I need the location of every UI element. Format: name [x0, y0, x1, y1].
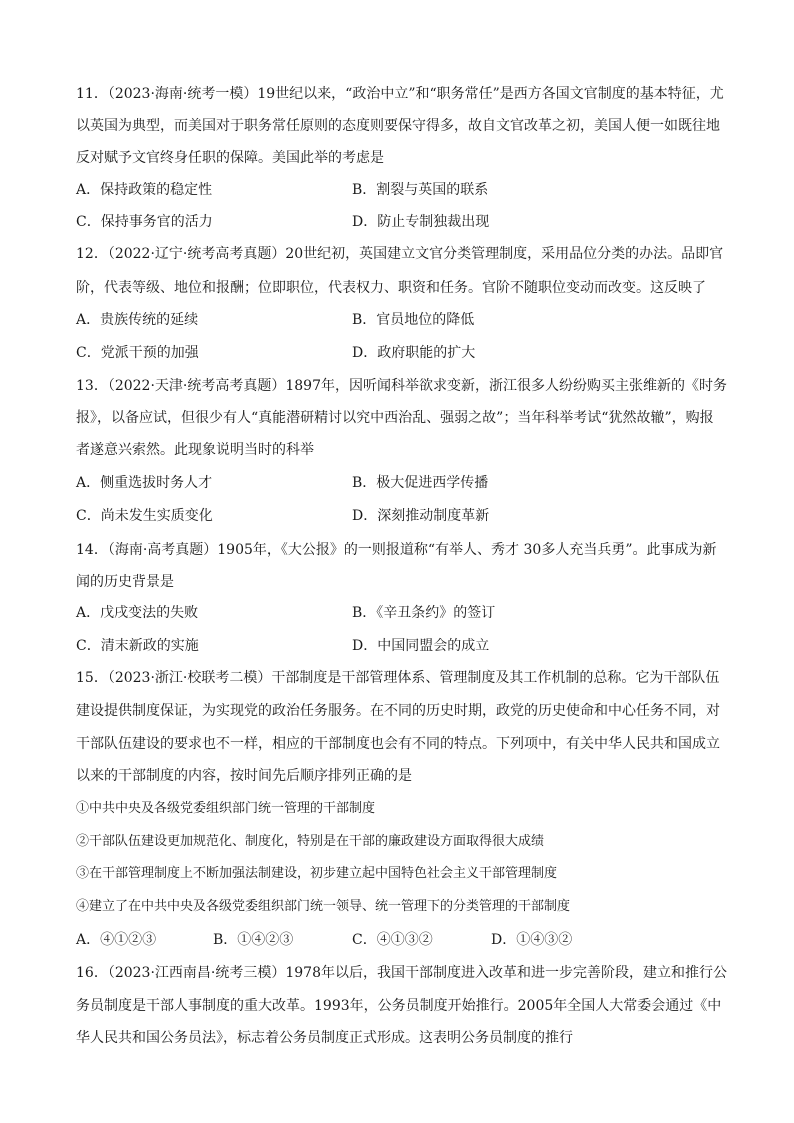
- question-text-line: 以来的干部制度的内容，按时间先后顺序排列正确的是: [76, 768, 412, 784]
- question-text-line: 阶，代表等级、地位和报酬；位即职位，代表权力、职资和任务。官阶不随职位变动而改变。这反映了: [76, 280, 706, 296]
- option-c[interactable]: C．尚未发生实质变化: [76, 508, 213, 524]
- question-text-line: 者遂意兴索然。此现象说明当时的科举: [76, 442, 314, 458]
- option-c[interactable]: C．党派干预的加强: [76, 345, 199, 361]
- statement-1: ①中共中央及各级党委组织部门统一管理的干部制度: [76, 801, 376, 816]
- question-text-line: 15．（2023·浙江·校联考二模）干部制度是干部管理体系、管理制度及其工作机制的总称。它为干部队伍: [76, 670, 720, 686]
- question-text-line: 13．（2022·天津·统考高考真题）1897年，因听闻科举欲求变新，浙江很多人纷纷购买主张维新的《时务: [76, 378, 727, 394]
- option-c[interactable]: C．④①③②: [352, 932, 433, 948]
- question-text-line: 干部队伍建设的要求也不一样，相应的干部制度也会有不同的特点。下列项中，有关中华人民共和国成立: [76, 736, 720, 752]
- question-text-line: 报》，以备应试，但很少有人“真能潜研精讨以究中西治乱、强弱之故”；当年科举考试“犹然故辙”，购报: [76, 410, 714, 426]
- question-text-line: 12．（2022·辽宁·统考高考真题）20世纪初，英国建立文官分类管理制度，采用品位分类的办法。品即官: [76, 246, 724, 262]
- statement-4: ④建立了在中共中央及各级党委组织部门统一领导、统一管理下的分类管理的干部制度: [76, 899, 571, 914]
- option-b[interactable]: B．官员地位的降低: [352, 312, 475, 328]
- option-c[interactable]: C．清末新政的实施: [76, 638, 199, 654]
- option-a[interactable]: A．④①②③: [76, 932, 157, 948]
- question-text-line: 反对赋予文官终身任职的保障。美国此举的考虑是: [76, 150, 384, 166]
- option-d[interactable]: D．①④③②: [491, 932, 573, 948]
- question-text-line: 16．（2023·江西南昌·统考三模）1978年以后，我国干部制度进入改革和进一步完善阶段，建立和推行公: [76, 965, 727, 981]
- option-b[interactable]: B．《辛丑条约》的签订: [352, 605, 496, 621]
- option-a[interactable]: A．保持政策的稳定性: [76, 182, 213, 198]
- statement-3: ③在干部管理制度上不断加强法制建设，初步建立起中国特色社会主义干部管理制度: [76, 866, 558, 881]
- statement-2: ②干部队伍建设更加规范化、制度化，特别是在干部的廉政建设方面取得很大成绩: [76, 834, 545, 849]
- question-text-line: 11．（2023·海南·统考一模）19世纪以来，“政治中立”和“职务常任”是西方各国文官制度的基本特征，尤: [76, 86, 724, 102]
- option-d[interactable]: D．政府职能的扩大: [352, 345, 476, 361]
- option-c[interactable]: C．保持事务官的活力: [76, 214, 213, 230]
- option-b[interactable]: B．极大促进西学传播: [352, 475, 489, 491]
- question-text-line: 务员制度是干部人事制度的重大改革。1993年，公务员制度开始推行。2005年全国人大常委会通过《中: [76, 998, 722, 1014]
- question-text-line: 闻的历史背景是: [76, 574, 174, 590]
- option-b[interactable]: B．割裂与英国的联系: [352, 182, 489, 198]
- option-a[interactable]: A．贵族传统的延续: [76, 312, 199, 328]
- question-text-line: 建设提供制度保证，为实现党的政治任务服务。在不同的历史时期，政党的历史使命和中心任务不同，对: [76, 703, 720, 719]
- option-d[interactable]: D．防止专制独裁出现: [352, 214, 490, 230]
- option-b[interactable]: B．①④②③: [213, 932, 294, 948]
- question-text-line: 以英国为典型，而美国对于职务常任原则的态度则要保守得多，故自文官改革之初，美国人便一如既往地: [76, 118, 720, 134]
- question-text-line: 14．（海南·高考真题）1905年，《大公报》的一则报道称“有举人、秀才 30多人充当兵勇”。此事成为新: [76, 542, 717, 558]
- option-d[interactable]: D．深刻推动制度革新: [352, 508, 490, 524]
- option-a[interactable]: A．侧重选拔时务人才: [76, 475, 213, 491]
- option-d[interactable]: D．中国同盟会的成立: [352, 638, 490, 654]
- option-a[interactable]: A．戊戌变法的失败: [76, 605, 199, 621]
- question-text-line: 华人民共和国公务员法》，标志着公务员制度正式形成。这表明公务员制度的推行: [76, 1030, 573, 1046]
